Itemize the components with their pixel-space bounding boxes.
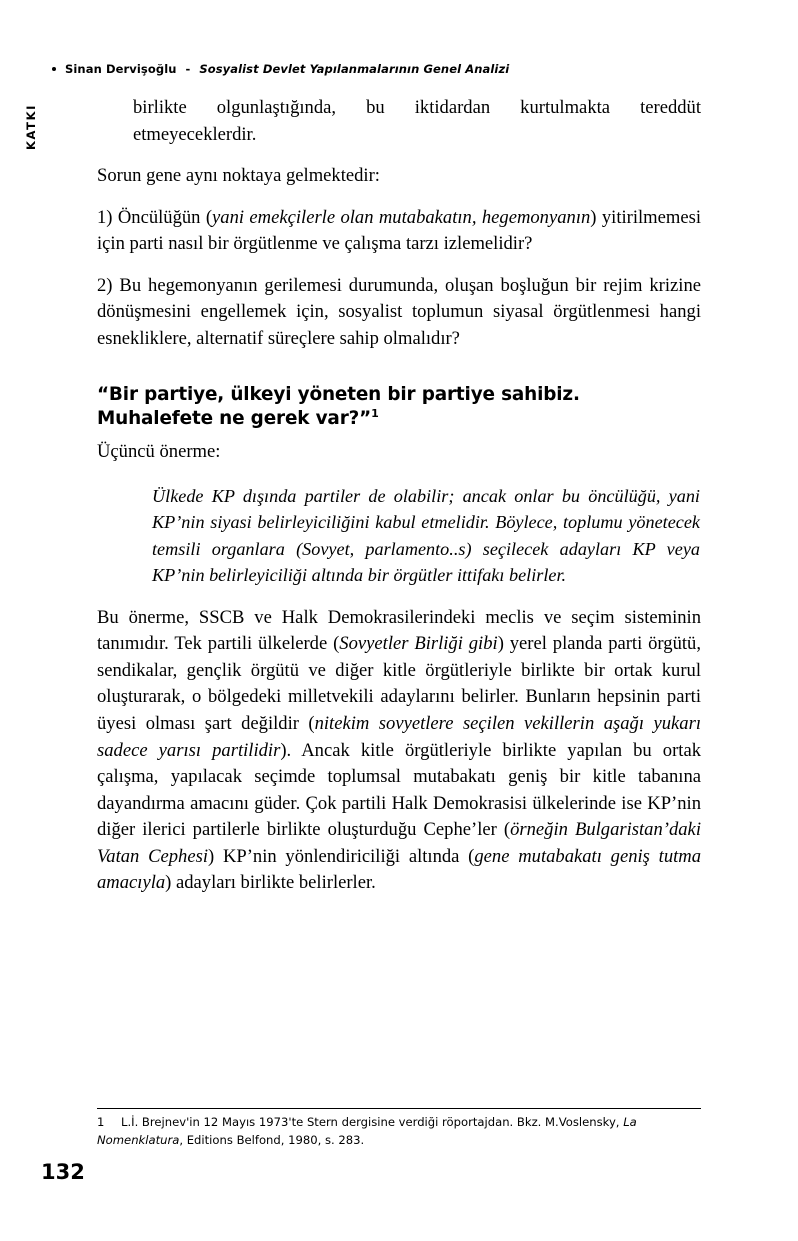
paragraph-question-1 [97, 205, 701, 258]
exp-e: ) adayları birlikte belirlerler. [165, 872, 376, 894]
text-column [97, 95, 701, 897]
footnote-number: 1 [97, 1115, 105, 1129]
footnote-divider [97, 1108, 701, 1109]
footnote-text-b: , Editions Belfond, 1980, s. 283. [179, 1132, 365, 1147]
section-heading [97, 383, 701, 431]
exp-i2: nitekim sovyetlere seçilen vekillerin aşağı yukarı sadece yarısı partilidir [97, 712, 701, 761]
section-tab: KATKI [24, 104, 38, 150]
footnote-text-a: L.İ. Brejnev'in 12 Mayıs 1973'te Stern dergisine verdiği röportajdan. Bkz. M.Voslensky, [121, 1115, 624, 1129]
running-head-title: Sosyalist Devlet Yapılanmalarının Genel Analizi [199, 62, 510, 76]
exp-b: ) yerel planda parti örgütü, sendikalar, gençlik örgütü ve diğer kitle örgütleriyle birlikte bir ortak kurul oluşturarak, o bölgedeki milletvekili adaylarını belirler. Bunların hepsinin parti üyesi olması şart değildir ( [97, 633, 701, 734]
paragraph-explanation [97, 605, 701, 897]
paragraph-third-proposition: Üçüncü önerme: [97, 441, 221, 463]
exp-a: Bu önerme, SSCB ve Halk Demokrasilerindeki meclis ve seçim sisteminin tanımıdır. Tek partili ülkelerde ( [97, 606, 701, 655]
paragraph-continuation: birlikte olgunlaştığında, bu iktidardan kurtulmakta tereddüt etmeyeceklerdir. [133, 97, 701, 145]
footnote-marker: 1 [371, 406, 379, 420]
running-head [52, 62, 702, 76]
section-heading-text: “Bir partiye, ülkeyi yöneten bir partiye sahibiz. Muhalefete ne gerek var?” [97, 383, 580, 429]
running-head-separator: - [185, 62, 191, 76]
paragraph-question-2: 2) Bu hegemonyanın gerilemesi durumunda, oluşan boşluğun bir rejim krizine dönüşmesini engellemek için, sosyalist toplumun siyasal örgütlenmesi hangi esnekliklere, alternatif süreçlere sahip olmalıdır? [97, 274, 701, 350]
q1-pre: 1) Öncülüğün ( [97, 206, 213, 228]
running-head-author: Sinan Dervişoğlu [65, 62, 177, 76]
blockquote: Ülkede KP dışında partiler de olabilir; ancak onlar bu öncülüğü, yani KP’nin siyasi belirleyiciliğini kabul etmelidir. Böylece, toplumu yönetecek temsili organlara (Sovyet, parlamento..s) seçilecek adayları KP veya KP’nin belirleyiciliği altında bir örgütler ittifakı belirler. [152, 486, 700, 586]
paragraph-question-intro: Sorun gene aynı noktaya gelmektedir: [97, 165, 380, 187]
exp-i3: örneğin Bulgaristan’daki Vatan Cephesi [97, 819, 701, 867]
exp-c: ). Ancak kitle örgütleriyle birlikte yapılan bu ortak çalışma, yapılacak seçimde toplumsal mutabakatı geniş bir kitle tabanına dayandırma amacını güder. Çok partili Halk Demokrasisi ülkelerinde ise KP’nin diğer ilerici partilerle birlikte oluşturduğu Cephe’ler ( [97, 739, 701, 841]
page-number: 132 [41, 1160, 85, 1184]
bullet-icon [52, 67, 56, 71]
q1-post: ) yitirilmemesi için parti nasıl bir örgütlenme ve çalışma tarzı izlemelidir? [97, 206, 702, 255]
exp-i1: Sovyetler Birliği gibi [339, 633, 498, 655]
exp-d: ) KP’nin yönlendiriciliği altında ( [208, 845, 475, 867]
q1-italic: yani emekçilerle olan mutabakatın, hegemonyanın [212, 206, 591, 228]
footnote [97, 1114, 701, 1150]
footnote-title-italic: La Nomenklatura [97, 1115, 637, 1147]
exp-i4: gene mutabakatı geniş tutma amacıyla [97, 845, 702, 894]
